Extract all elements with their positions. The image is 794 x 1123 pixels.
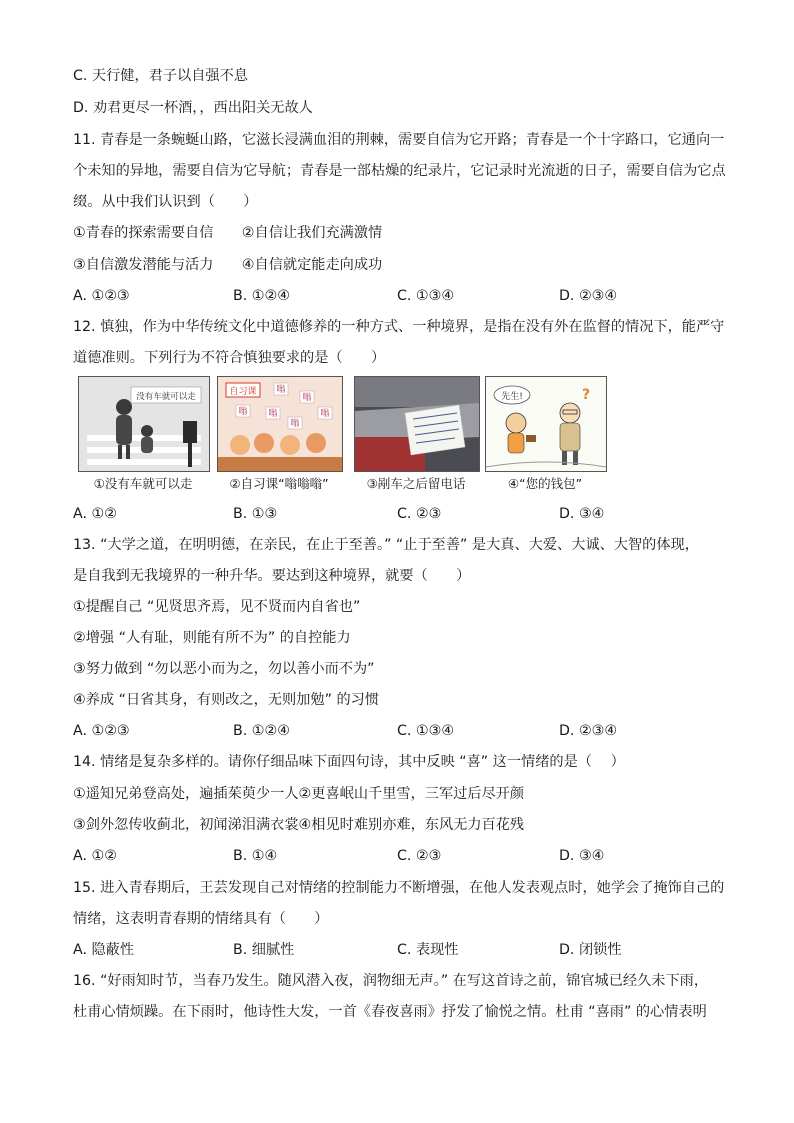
question-11-statement: ①青春的探索需要自信 ②自信让我们充满激情: [73, 225, 383, 241]
option-c: C. ①③④: [397, 723, 455, 739]
option-b: B. 细腻性: [233, 942, 295, 958]
question-11-text: 11. 青春是一条蜿蜒山路，它滋长浸满血泪的荆棘，需要自信为它开路；青春是一个十字路口，它通向一: [73, 132, 725, 148]
question-12-text: 12. 慎独，作为中华传统文化中道德修养的一种方式、一种境界，是指在没有外在监督的情况下，能严守: [73, 319, 725, 335]
question-15-text: 情绪，这表明青春期的情绪具有（ ）: [73, 911, 329, 927]
option-a: A. 隐蔽性: [73, 942, 135, 958]
noise-text: 嗡: [290, 419, 300, 429]
question-11-text: 缀。从中我们认识到（ ）: [73, 194, 258, 210]
question-mark: ?: [581, 387, 591, 403]
noise-text: 嗡: [276, 385, 286, 395]
question-11-statement: ③自信激发潜能与活力 ④自信就定能走向成功: [73, 257, 383, 273]
question-12-pictures: [78, 376, 618, 492]
option-b: B. ①③: [233, 506, 278, 522]
option-b: B. ①②④: [233, 288, 290, 304]
question-16-text: 杜甫心情烦躁。在下雨时，他诗性大发，一首《春夜喜雨》抒发了愉悦之情。杜甫 “喜雨” 的心情表明: [73, 1004, 707, 1020]
question-14-options: [73, 846, 733, 866]
study-hall-sign: 自习课: [229, 387, 257, 397]
picture-caption: ②自习课“嗡嗡嗡”: [229, 476, 329, 491]
cartoon-wallet: [485, 376, 607, 472]
question-13-options: [73, 721, 733, 741]
noise-text: 嗡: [302, 393, 312, 403]
question-13-text: 13. “大学之道，在明明德，在亲民，在止于至善。” “止于至善” 是大真、大爱、大诚、大智的体现，: [73, 537, 699, 553]
option-a: A. ①②: [73, 506, 117, 522]
question-15-options: [73, 940, 733, 960]
cartoon-crosswalk: [78, 376, 210, 472]
picture-caption: ④“您的钱包”: [507, 476, 583, 491]
option-a: A. ①②③: [73, 723, 130, 739]
question-14-statement: ③剑外忽传收蓟北，初闻涕泪满衣裳④相见时难别亦难，东风无力百花残: [73, 817, 525, 833]
question-12-options: [73, 504, 733, 524]
question-14-statement: ①遥知兄弟登高处，遍插茱萸少一人②更喜岷山千里雪，三军过后尽开颜: [73, 786, 525, 802]
option-d: D. 闭锁性: [559, 942, 622, 958]
option-a: A. ①②③: [73, 288, 130, 304]
question-13-statement: ④养成 “日省其身，有则改之，无则加勉” 的习惯: [73, 692, 380, 708]
question-11-options: [73, 286, 733, 306]
option-c: C. ②③: [397, 506, 442, 522]
question-16-text: 16. “好雨知时节，当春乃发生。随风潜入夜，润物细无声。” 在写这首诗之前，锦官城已经久未下雨，: [73, 973, 709, 989]
picture-caption: ③剐车之后留电话: [366, 476, 466, 491]
question-13-statement: ②增强 “人有耻，则能有所不为” 的自控能力: [73, 630, 351, 646]
option-a: A. ①②: [73, 848, 117, 864]
wallet-speech-text: 先生!: [501, 392, 523, 402]
option-b: B. ①②④: [233, 723, 290, 739]
question-13-text: 是自我到无我境界的一种升华。要达到这种境界，就要（ ）: [73, 568, 471, 584]
photo-note-on-car: [354, 376, 480, 472]
option-d: D. ②③④: [559, 723, 618, 739]
noise-text: 嗡: [268, 409, 278, 419]
option-c: C. ①③④: [397, 288, 455, 304]
question-11-text: 个未知的异地，需要自信为它导航；青春是一部枯燥的纪录片，它记录时光流逝的日子，需要自信为它点: [73, 163, 726, 179]
option-d: D. ②③④: [559, 288, 618, 304]
question-14-text: 14. 情绪是复杂多样的。请你仔细品味下面四句诗，其中反映 “喜” 这一情绪的是（ ）: [73, 754, 625, 770]
option-c-line: C. 天行健，君子以自强不息: [73, 68, 248, 84]
cartoon-study-hall: [217, 376, 343, 472]
option-d: D. ③④: [559, 848, 605, 864]
question-13-statement: ①提醒自己 “见贤思齐焉，见不贤而内自省也”: [73, 599, 361, 615]
picture-caption: ①没有车就可以走: [93, 476, 193, 491]
option-c: C. ②③: [397, 848, 442, 864]
option-b: B. ①④: [233, 848, 278, 864]
option-d: D. ③④: [559, 506, 605, 522]
crosswalk-speech-text: 没有车就可以走: [136, 392, 196, 402]
question-15-text: 15. 进入青春期后，王芸发现自己对情绪的控制能力不断增强，在他人发表观点时，她学会了掩饰自己的: [73, 880, 725, 896]
noise-text: 嗡: [238, 407, 248, 417]
option-d-line: D. 劝君更尽一杯酒，，西出阳关无故人: [73, 100, 313, 116]
question-12-text: 道德准则。下列行为不符合慎独要求的是（ ）: [73, 350, 386, 366]
question-13-statement: ③努力做到 “勿以恶小而为之，勿以善小而不为”: [73, 661, 375, 677]
noise-text: 嗡: [320, 409, 330, 419]
option-c: C. 表现性: [397, 942, 459, 958]
